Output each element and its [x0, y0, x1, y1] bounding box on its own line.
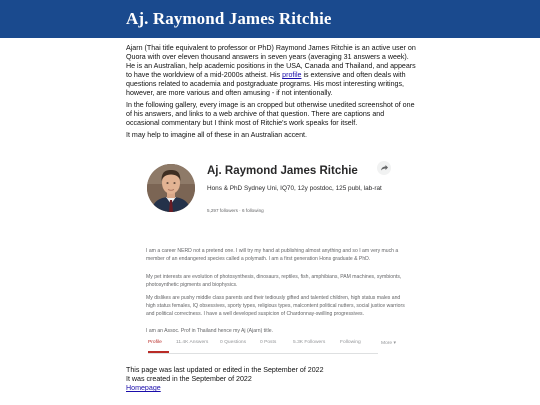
page-title: Aj. Raymond James Ritchie: [126, 9, 332, 28]
intro-paragraph-3: It may help to imagine all of these in an Australian accent.: [126, 131, 307, 139]
tab-divider: [148, 353, 378, 354]
tab-followers[interactable]: 5.3K Followers: [293, 340, 326, 345]
profile-credential: Hons & PhD Sydney Uni, IQ70, 12y postdoc, 125 publ, lab-rat: [207, 185, 382, 192]
avatar: [147, 164, 195, 212]
intro-text-after-link: is extensive and often deals with questions related to academia and postgraduate programs. His most interesting writings, however, are more various and often amusing - if not intentionally.: [126, 71, 406, 97]
last-updated-note: This page was last updated or edited in the September of 2022: [126, 366, 324, 374]
header-banner: [0, 0, 540, 38]
tab-more[interactable]: [381, 340, 396, 346]
intro-text-before-link: Ajarn (Thai title equivalent to professor or PhD) Raymond James Ritchie is an active user on Quora with over eleven thousand answers in seven years (averaging 31 answers a week). He is an Australian, help academic positions in the USA, Canada and Thailand, and appears to have the worldview of a mid-2000s atheist. His: [126, 44, 416, 79]
share-arrow-glyph: [377, 161, 391, 175]
homepage-link[interactable]: Homepage: [126, 384, 161, 392]
profile-link[interactable]: profile: [282, 71, 302, 79]
tab-answers[interactable]: 11.4K Answers: [176, 340, 209, 345]
tab-more-label: More: [381, 341, 393, 346]
bio-paragraph: I am a career NERD not a pretend one. I will try my hand at publishing almost anything and so I am very much a member of an endangered species called a polymath. I am a first generation Hons graduate & PhD.: [146, 248, 399, 262]
tab-questions[interactable]: 0 Questions: [220, 340, 247, 345]
intro-paragraph-2: In the following gallery, every image is an cropped but otherwise unedited screenshot of one of his answers, and links to a web archive of that question. There are captions and occasional commentary but I think most of Ritchie's work speaks for itself.: [126, 101, 415, 127]
share-icon[interactable]: [377, 161, 391, 175]
portrait-photo: [147, 164, 195, 212]
tab-posts[interactable]: 0 Posts: [260, 340, 277, 345]
bio-paragraph: My dislikes are pushy middle class parents and their tediously gifted and talented children, high status males and high status females, IQ obsessives, sporty types, religious types, malcontent political nutters, social justice warriors and political correctness. I have a well developed suspicion of Chardonnay-swilling progressives.: [146, 295, 405, 317]
profile-tabs: [148, 340, 408, 353]
profile-name: Aj. Raymond James Ritchie: [207, 165, 358, 177]
created-note: It was created in the September of 2022: [126, 375, 252, 383]
bio-paragraph: My pet interests are evolution of photosynthesis, dinosaurs, reptiles, fish, amphibians, PAM machines, symbionts, photosynthetic pigments and biophysics.: [146, 274, 402, 288]
follower-count[interactable]: 5,297 followers · 6 following: [207, 208, 264, 213]
profile-screenshot[interactable]: [112, 151, 428, 358]
tab-following[interactable]: Following: [340, 340, 361, 345]
chevron-down-icon: ▾: [393, 341, 396, 346]
bio-paragraph: I am an Assoc. Prof in Thailand hence my Aj (Ajarn) title.: [146, 328, 274, 334]
tab-profile[interactable]: Profile: [148, 340, 162, 345]
intro-paragraph-1: [126, 44, 418, 98]
